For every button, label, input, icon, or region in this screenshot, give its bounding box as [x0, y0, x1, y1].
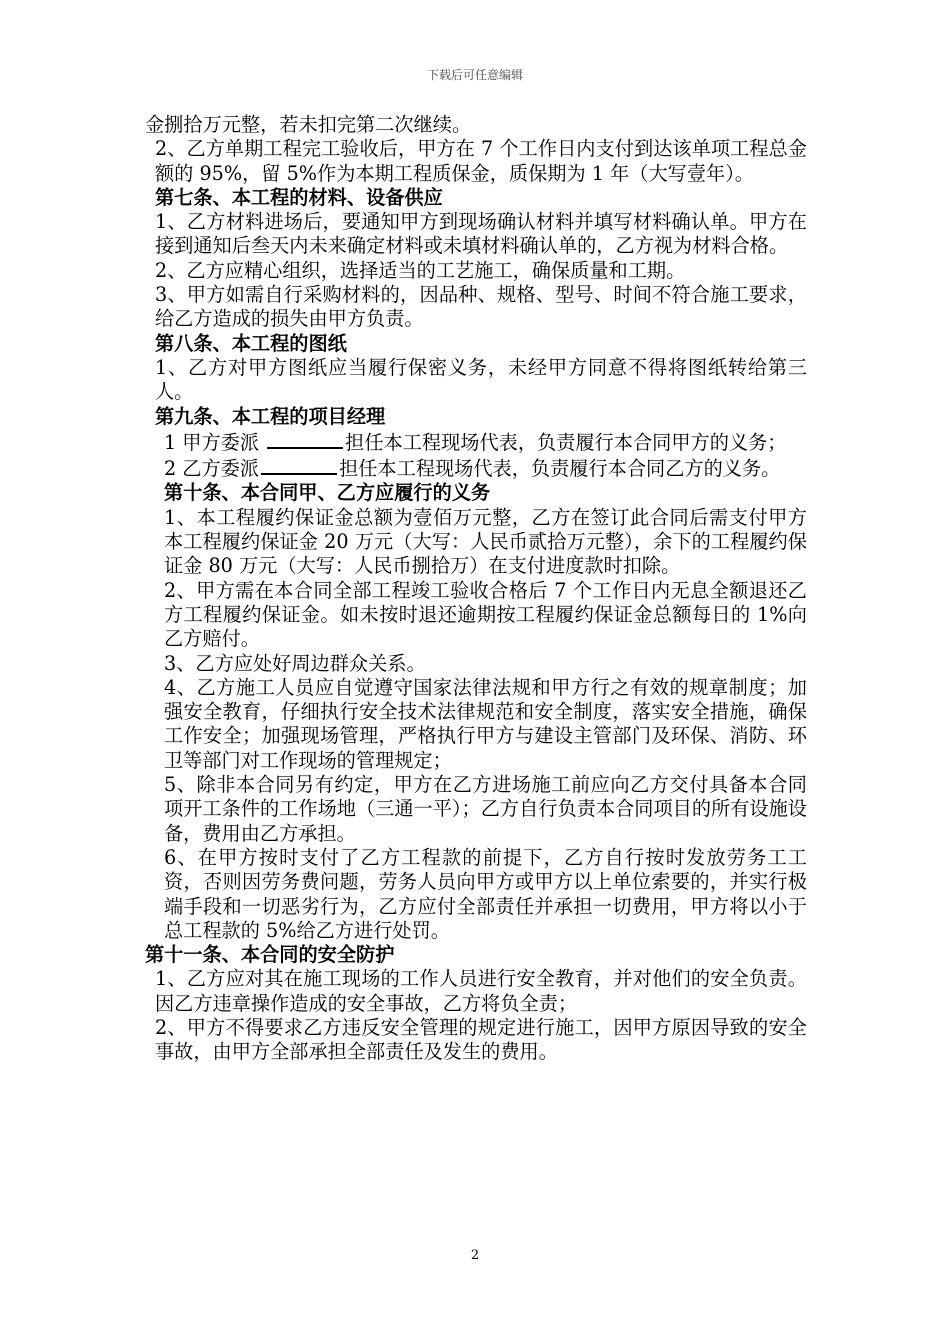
paragraph-text-after: 担任本工程现场代表，负责履行本合同甲方的义务；: [345, 430, 787, 454]
paragraph: 1、本工程履约保证金总额为壹佰万元整，乙方在签订此合同后需支付甲方本工程履约保证金 20 万元（大写：人民币贰拾万元整），余下的工程履约保证金 80 万元（大写：人民币捌拾万）在支付进度款时扣除。: [164, 505, 807, 578]
paragraph: 1、乙方材料进场后，要通知甲方到现场确认材料并填写材料确认单。甲方在接到通知后叁天内未来确定材料或未填材料确认单的，乙方视为材料合格。: [155, 210, 807, 258]
paragraph-with-blank: [145, 455, 807, 481]
paragraph-text-before: 2 乙方委派: [164, 457, 260, 481]
paragraph: 3、甲方如需自行采购材料的，因品种、规格、型号、时间不符合施工要求，给乙方造成的损失由甲方负责。: [155, 283, 807, 331]
paragraph: 2、甲方需在本合同全部工程竣工验收合格后 7 个工作日内无息全额退还乙方工程履约保证金。如未按时退还逾期按工程履约保证金总额每日的 1%向乙方赔付。: [164, 578, 807, 651]
paragraph: 1、乙方对甲方图纸应当履行保密义务，未经甲方同意不得将图纸转给第三人。: [155, 355, 807, 404]
paragraph: 6、在甲方按时支付了乙方工程款的前提下，乙方自行按时发放劳务工工资，否则因劳务费问题，劳务人员向甲方或甲方以上单位索要的，并实行极端手段和一切恶劣行为，乙方应付全部责任并承担一切费用，甲方将以小于总工程款的 5%给乙方进行处罚。: [164, 845, 807, 942]
paragraph: 2、甲方不得要求乙方违反安全管理的规定进行施工，因甲方原因导致的安全事故，由甲方全部承担全部责任及发生的费用。: [155, 1015, 807, 1064]
paragraph-text-after: 担任本工程现场代表，负责履行本合同乙方的义务。: [339, 457, 781, 481]
paragraph: 3、乙方应处好周边群众关系。: [164, 651, 426, 675]
section-heading: 第十一条、本合同的安全防护: [145, 943, 395, 967]
paragraph: 2、乙方单期工程完工验收后，甲方在 7 个工作日内支付到达该单项工程总金额的 95%，留 5%作为本期工程质保金，质保期为 1 年（大写壹年）。: [155, 137, 807, 185]
paragraph: 金捌拾万元整，若未扣完第二次继续。: [145, 113, 472, 136]
paragraph-with-blank: [145, 429, 807, 455]
paragraph: 4、乙方施工人员应自觉遵守国家法律法规和甲方行之有效的规章制度；加强安全教育，仔细执行安全技术法律规范和安全制度，落实安全措施，确保工作安全；加强现场管理，严格执行甲方与建设主管部门及环保、消防、环卫等部门对工作现场的管理规定；: [164, 675, 807, 772]
fill-in-blank: [267, 429, 343, 449]
section-heading: 第八条、本工程的图纸: [155, 331, 347, 355]
section-heading: 第九条、本工程的项目经理: [155, 404, 386, 428]
paragraph: 5、除非本合同另有约定，甲方在乙方进场施工前应向乙方交付具备本合同项开工条件的工作场地（三通一平）；乙方自行负责本合同项目的所有设施设备，费用由乙方承担。: [164, 773, 807, 845]
fill-in-blank: [261, 455, 337, 475]
document-body: [145, 113, 807, 1065]
paragraph-text-before: 1 甲方委派: [164, 430, 266, 454]
paragraph: 2、乙方应精心组织，选择适当的工艺施工，确保质量和工期。: [155, 258, 686, 282]
page-header: 下载后可任意编辑: [426, 68, 523, 82]
page-number: 2: [470, 1248, 480, 1263]
paragraph: 1、乙方应对其在施工现场的工作人员进行安全教育，并对他们的安全负责。因乙方违章操作造成的安全事故，乙方将负全责；: [155, 967, 807, 1015]
section-heading: 第十条、本合同甲、乙方应履行的义务: [164, 481, 491, 505]
section-heading: 第七条、本工程的材料、设备供应: [155, 185, 443, 209]
